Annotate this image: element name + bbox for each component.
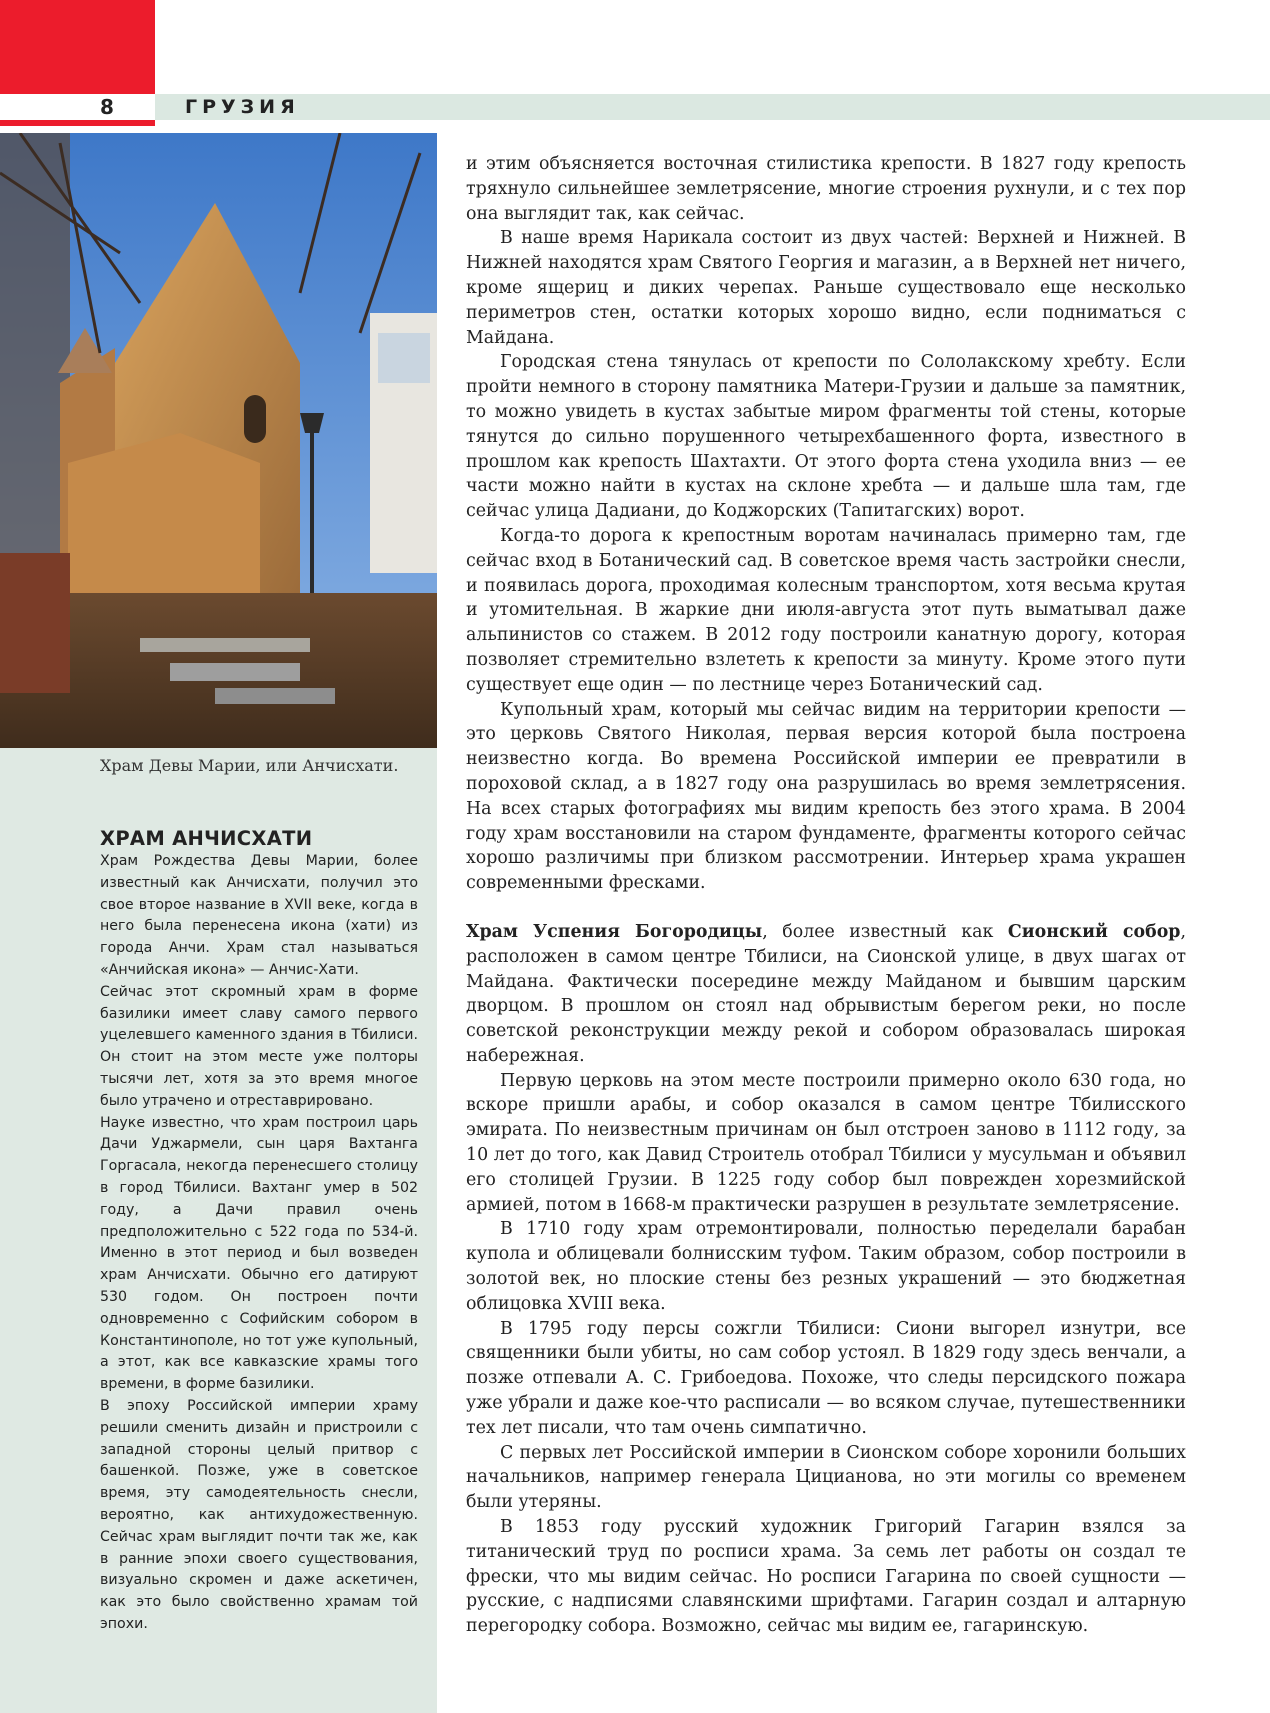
main-paragraph: С первых лет Российской империи в Сионском соборе хоронили больших начальников, например генерала Цицианова, но эти могилы со временем были утеряны. xyxy=(466,1442,1186,1513)
main-paragraph: Когда-то дорога к крепостным воротам начиналась примерно там, где сейчас вход в Ботанический сад. В советское время часть застройки снесли, и появилась дорога, проходимая колесным транспортом, хотя весьма крутая и утомительная. В жаркие дни июля-августа этот путь выматывал даже альпинистов со стажем. В 2012 году построили канатную дорогу, которая позволяет стремительно взлететь к крепости за минуту. Кроме этого пути существует еще один — по лестнице через Ботанический сад. xyxy=(466,525,1186,695)
sidebar-paragraph: В эпоху Российской империи храму решили сменить дизайн и пристроили с западной стороны целый притвор с башенкой. Позже, уже в советское время, эту самодеятельность снесли, вероятно, как антихудожественную. Сейчас храм выглядит почти так же, как в ранние эпохи своего существования, визуально скромен и даже аскетичен, как это было свойственно храмам той эпохи. xyxy=(100,1397,418,1632)
main-paragraph: В 1710 году храм отремонтировали, полностью переделали барабан купола и облицевали болнисским туфом. Таким образом, собор построили в золотой век, но плоские стены без резных украшений — это бюджетная облицовка XVIII века. xyxy=(466,1219,1186,1314)
main-paragraph: В наше время Нарикала состоит из двух частей: Верхней и Нижней. В Нижней находятся храм Святого Георгия и магазин, а в Верхней нет ничего, кроме ящериц и диких черепах. Раньше существовало еще несколько периметров стен, остатки которых хорошо видно, если подниматься с Майдана. xyxy=(466,228,1186,348)
main-paragraph-sioni xyxy=(466,920,1186,1069)
header-underline-strip xyxy=(155,120,1270,126)
photo-caption: Храм Девы Марии, или Анчисхати. xyxy=(100,756,399,775)
sidebar-paragraph: Храм Рождества Девы Марии, более известный как Анчисхати, получил это свое второе название в XVII веке, когда в него была перенесена икона (хати) из города Анчи. Храм стал называться «Анчийская икона» — Анчис-Хати. xyxy=(100,853,418,978)
main-paragraph: и этим объясняется восточная стилистика крепости. В 1827 году крепость тряхнуло сильнейшее землетрясение, многие строения рухнули, и с тех пор она выглядит так, как сейчас. xyxy=(466,154,1186,224)
sidebar-text xyxy=(100,851,418,1636)
main-paragraph: Первую церковь на этом месте построили примерно около 630 года, но вскоре пришли арабы, и собор оказался в самом центре Тбилисского эмирата. По неизвестным причинам он был отстроен заново в 1112 году, за 10 лет до того, как Давид Строитель отобрал Тбилиси у мусульман и объявил его столицей Грузии. В 1225 году собор был поврежден хорезмийской армией, потом в 1668-м практически разрушен в результате землетрясение. xyxy=(466,1070,1186,1215)
bold-term-sioni: Сионский собор xyxy=(1007,921,1181,942)
text-fragment: , более известный как xyxy=(762,921,1008,942)
sidebar-paragraph: Науке известно, что храм построил царь Дачи Уджармели, сын царя Вахтанга Горгасала, некогда перенесшего столицу в город Тбилиси. Вахтанг умер в 502 году, а Дачи правил очень предположительно с 522 года по 534-й. Именно в этот период и был возведен храм Анчисхати. Обычно его датируют 530 годом. Он построен почти одновременно с Софийским собором в Константинополе, но тот уже купольный, а этот, как все кавказские храмы того времени, в форме базилики. xyxy=(100,1114,418,1393)
main-paragraph: Городская стена тянулась от крепости по Сололакскому хребту. Если пройти немного в сторону памятника Матери-Грузии и дальше за памятник, то можно увидеть в кустах забытые миром фрагменты той стены, которые тянутся до сильно порушенного четырехбашенного форта, известного в прошлом как крепость Шахтахти. От этого форта стена уходила вниз — ее части можно найти в кустах на склоне хребта — и дальше шла там, где сейчас улица Дадиани, до Коджорских (Тапитагских) ворот. xyxy=(466,352,1186,522)
main-paragraph: В 1795 году персы сожгли Тбилиси: Сиони выгорел изнутри, все священники были убиты, но сам собор устоял. В 1829 году здесь венчали, а позже отпевали А. С. Грибоедова. Похоже, что следы персидского пожара уже убрали и даже кое-что расписали — во всяком случае, путешественники тех лет писали, что там очень симпатично. xyxy=(466,1318,1186,1438)
red-underline xyxy=(0,120,155,126)
main-text xyxy=(466,152,1186,1639)
header-bar xyxy=(155,94,1270,120)
chapter-title: ГРУЗИЯ xyxy=(185,96,300,118)
bold-term-uspenie: Храм Успения Богородицы xyxy=(466,921,763,942)
main-paragraph: Купольный храм, который мы сейчас видим на территории крепости — это церковь Святого Николая, первая версия которой была построена неизвестно когда. Во времена Российской империи ее превратили в пороховой склад, а в 1827 году она разрушилась во время землетрясения. На всех старых фотографиях мы видим крепость без этого храма. В 2004 году храм восстановили на старом фундаменте, фрагменты которого сейчас хорошо различимы при близком рассмотрении. Интерьер храма украшен современными фресками. xyxy=(466,699,1186,894)
main-paragraph: В 1853 году русский художник Григорий Гагарин взялся за титанический труд по росписи храма. За семь лет работы он создал те фрески, что мы видим сейчас. Но росписи Гагарина по своей сущности — русские, с надписями славянскими шрифтами. Гагарин создал и алтарную перегородку собора. Возможно, сейчас мы видим ее, гагаринскую. xyxy=(466,1517,1186,1637)
red-corner-block xyxy=(0,0,155,94)
church-photo xyxy=(0,133,437,748)
header-strip xyxy=(0,94,155,120)
sidebar-title: ХРАМ АНЧИСХАТИ xyxy=(100,827,313,850)
text-fragment: , расположен в самом центре Тбилиси, на Сионской улице, в двух шагах от Майдана. Фактически посередине между Майданом и бывшим царским дворцом. В прошлом он стоял над обрывистым берегом реки, но после советской реконструкции между рекой и собором образовалась широкая набережная. xyxy=(466,921,1186,1066)
sidebar-paragraph: Сейчас этот скромный храм в форме базилики имеет славу самого первого уцелевшего каменного здания в Тбилиси. Он стоит на этом месте уже полторы тысячи лет, хотя за это время многое было утрачено и отреставрировано. xyxy=(100,983,418,1109)
page-number: 8 xyxy=(100,95,114,119)
